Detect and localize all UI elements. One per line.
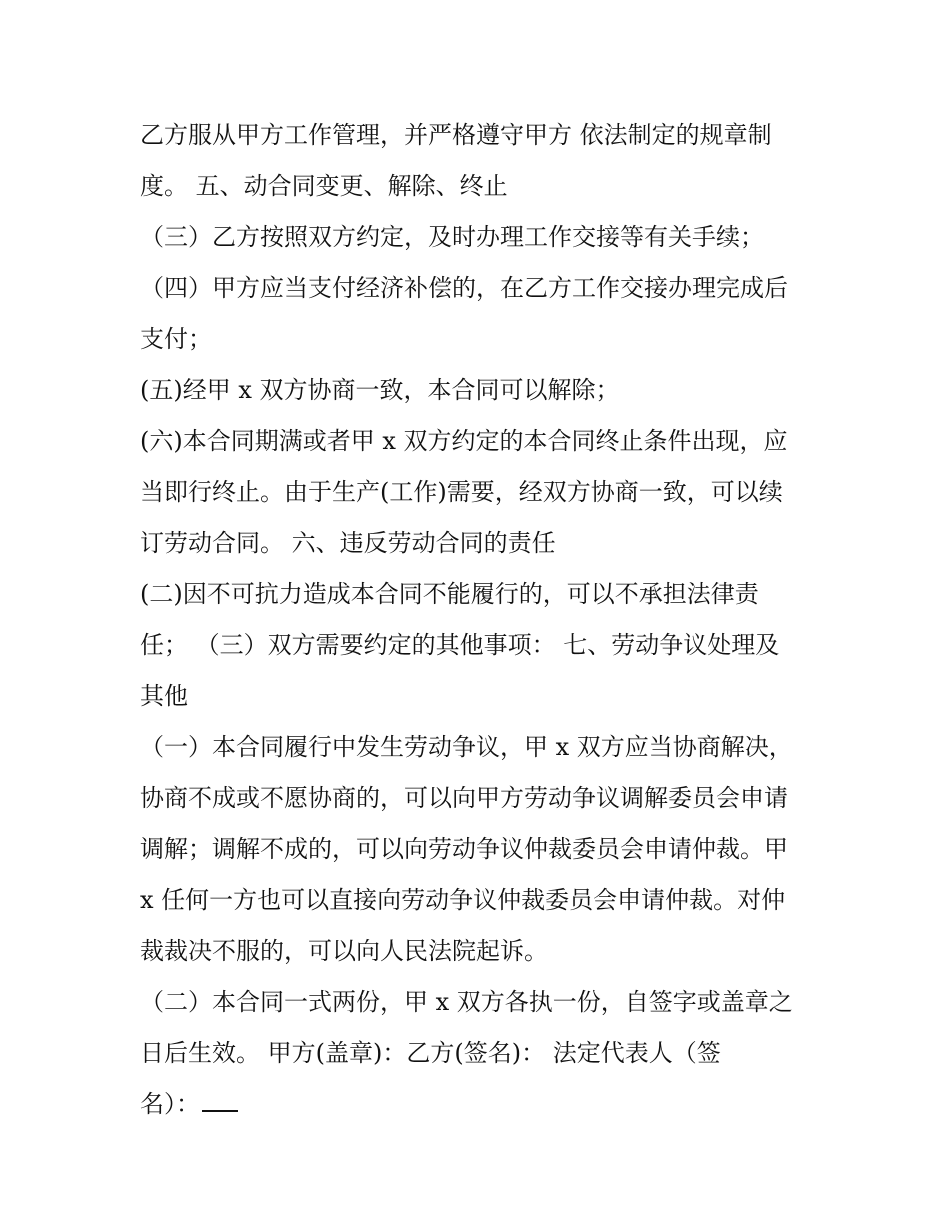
text-line-8: 当即行终止。由于生产(工作)需要，经双方协商一致，可以续	[140, 478, 783, 506]
text-line-9: 订劳动合同。 六、违反劳动合同的责任	[140, 529, 556, 557]
text-line-3: （三）乙方按照双方约定，及时办理工作交接等有关手续；	[140, 223, 764, 251]
text-line-13: （一）本合同履行中发生劳动争议，甲 x 双方应当协商解决，	[140, 733, 793, 761]
signature-label: 名）：	[140, 1090, 200, 1118]
text-line-18: （二）本合同一式两份，甲 x 双方各执一份，自签字或盖章之	[140, 988, 793, 1016]
text-line-6: (五)经甲 x 双方协商一致，本合同可以解除；	[140, 376, 620, 404]
text-line-14: 协商不成或不愿协商的，可以向甲方劳动争议调解委员会申请	[140, 784, 788, 812]
text-line-2: 度。 五、动合同变更、解除、终止	[140, 172, 508, 200]
text-line-1: 乙方服从甲方工作管理，并严格遵守甲方 依法制定的规章制	[140, 121, 772, 149]
text-line-7: (六)本合同期满或者甲 x 双方约定的本合同终止条件出现，应	[140, 427, 788, 455]
signature-blank	[202, 1090, 238, 1112]
text-line-19: 日后生效。 甲方(盖章)：乙方(签名)： 法定代表人（签	[140, 1039, 721, 1067]
text-line-4: （四）甲方应当支付经济补偿的，在乙方工作交接办理完成后	[140, 274, 788, 302]
text-line-12: 其他	[140, 682, 188, 710]
text-line-16: x 任何一方也可以直接向劳动争议仲裁委员会申请仲裁。对仲	[140, 886, 786, 914]
text-line-11: 任； （三）双方需要约定的其他事项： 七、劳动争议处理及	[140, 631, 780, 659]
text-line-15: 调解；调解不成的，可以向劳动争议仲裁委员会申请仲裁。甲	[140, 835, 788, 863]
text-line-17: 裁裁决不服的，可以向人民法院起诉。	[140, 937, 548, 965]
signature-line	[140, 1079, 830, 1130]
document-body	[140, 110, 830, 1130]
text-line-5: 支付；	[140, 325, 212, 353]
text-line-10: (二)因不可抗力造成本合同不能履行的，可以不承担法律责	[140, 580, 759, 608]
